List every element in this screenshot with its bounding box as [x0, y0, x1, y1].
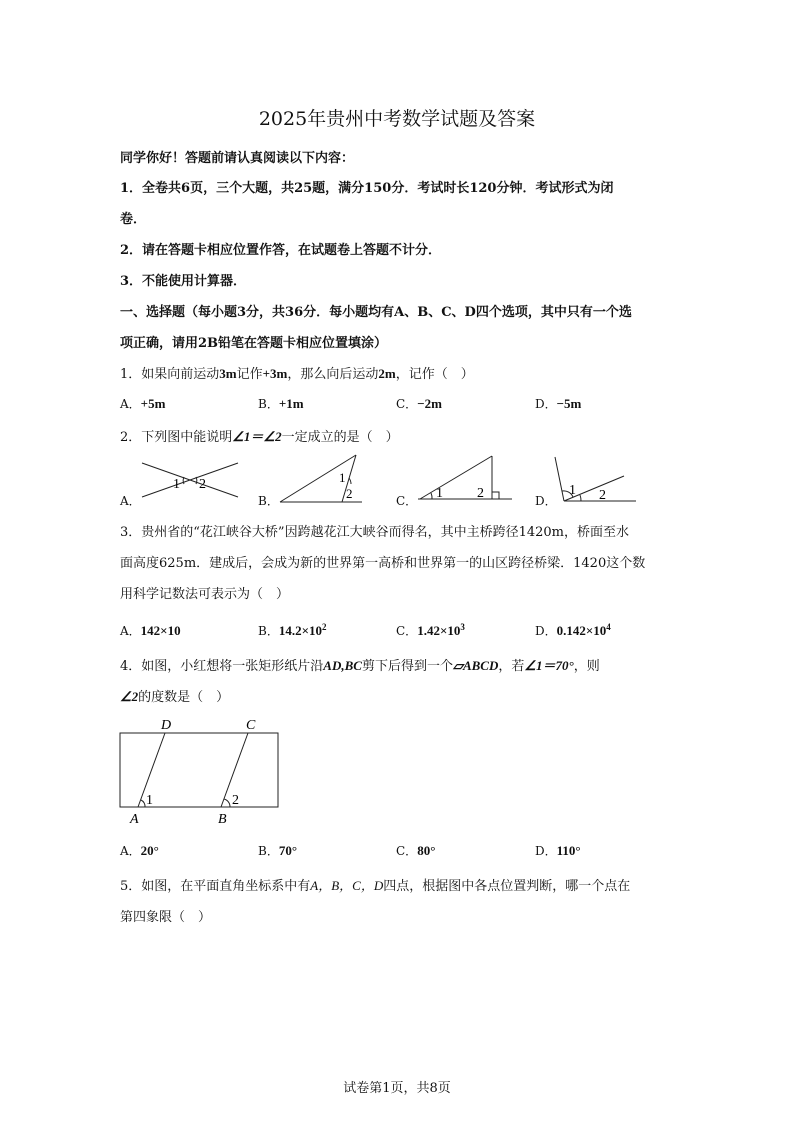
page-footer: 试卷第1页，共8页	[343, 1081, 451, 1096]
q3-option-c[interactable]: C．$1.42\times 10^3$	[396, 622, 465, 638]
q4-parallelogram-figure	[118, 715, 283, 830]
question-3-stem-line-2: 面高度625m．建成后，会成为新的世界第一高桥和世界第一的山区跨径桥梁．1420这个数	[120, 556, 646, 571]
section-heading-cont: 项正确，请用2B铅笔在答题卡相应位置填涂）	[120, 336, 388, 351]
q2-figure-d	[552, 452, 642, 507]
svg-text:1: 1	[146, 793, 153, 808]
q2-figure-c	[414, 454, 514, 504]
page-title: 2025年贵州中考数学试题及答案	[258, 108, 536, 130]
q1-option-d[interactable]: D．−5m	[535, 396, 582, 411]
section-heading: 一、选择题（每小题3分，共36分．每小题均有A、B、C、D四个选项，其中只有一个选	[120, 305, 632, 320]
intro-greeting: 同学你好！答题前请认真阅读以下内容：	[120, 151, 355, 166]
intro-rule-1: 1．全卷共6页，三个大题，共25题，满分150分．考试时长120分钟．考试形式为闭	[120, 181, 614, 196]
svg-text:1: 1	[173, 477, 180, 492]
question-1-stem: 1．如果向前运动3m记作+3m，那么向后运动2m，记作（ ）	[120, 366, 474, 382]
question-3-stem-line-1: 3．贵州省的“花江峡谷大桥”因跨越花江大峡谷而得名，其中主桥跨径1420m，桥面至水	[120, 525, 629, 540]
q1-option-b[interactable]: B．+1m	[258, 396, 304, 411]
svg-text:2: 2	[599, 488, 606, 503]
question-4-stem-line-2: ∠2的度数是（ ）	[120, 689, 230, 705]
question-3-stem-line-3: 用科学记数法可表示为（ ）	[120, 587, 290, 602]
q3-option-b[interactable]: B．$14.2\times 10^2$	[258, 622, 327, 638]
q4-option-a[interactable]: A．20°	[120, 843, 159, 858]
question-2-stem: 2．下列图中能说明∠1＝∠2一定成立的是（ ）	[120, 429, 399, 445]
intro-rule-3: 3．不能使用计算器．	[120, 274, 247, 289]
svg-text:1: 1	[339, 470, 346, 485]
question-4-stem-line-1: 4．如图，小红想将一张矩形纸片沿AD,BC剪下后得到一个▱ABCD，若∠1＝70°，则	[120, 658, 600, 674]
q2-option-b-letter[interactable]: B．	[258, 494, 279, 508]
q2-option-d-letter[interactable]: D．	[535, 494, 557, 508]
q2-option-c-letter[interactable]: C．	[396, 494, 418, 508]
q2-figure-a	[138, 455, 243, 505]
question-5-stem-line-1: 5．如图，在平面直角坐标系中有A，B，C，D四点，根据图中各点位置判断，哪一个点在	[120, 878, 631, 894]
q1-option-a[interactable]: A．+5m	[120, 396, 166, 411]
svg-text:C: C	[246, 718, 256, 733]
q4-option-d[interactable]: D．110°	[535, 843, 581, 858]
intro-rule-2: 2．请在答题卡相应位置作答，在试题卷上答题不计分．	[120, 243, 442, 258]
q2-figure-b	[276, 452, 371, 507]
svg-text:2: 2	[232, 793, 239, 808]
svg-text:A: A	[130, 812, 139, 827]
intro-rule-1-cont: 卷．	[120, 212, 147, 227]
svg-text:1: 1	[569, 483, 576, 498]
q4-option-b[interactable]: B．70°	[258, 843, 298, 858]
q1-option-c[interactable]: C．−2m	[396, 396, 442, 411]
q2-option-a-letter[interactable]: A．	[120, 494, 141, 508]
svg-text:B: B	[218, 812, 227, 827]
svg-text:1: 1	[436, 486, 443, 501]
svg-text:D: D	[161, 718, 172, 733]
question-5-stem-line-2: 第四象限（ ）	[120, 910, 212, 925]
q4-option-c[interactable]: C．80°	[396, 843, 436, 858]
svg-text:2: 2	[477, 486, 484, 501]
q3-option-d[interactable]: D．$0.142\times 10^4$	[535, 622, 611, 638]
svg-text:2: 2	[199, 477, 206, 492]
svg-text:2: 2	[346, 486, 353, 501]
q3-option-a[interactable]: A．142×10	[120, 623, 181, 638]
